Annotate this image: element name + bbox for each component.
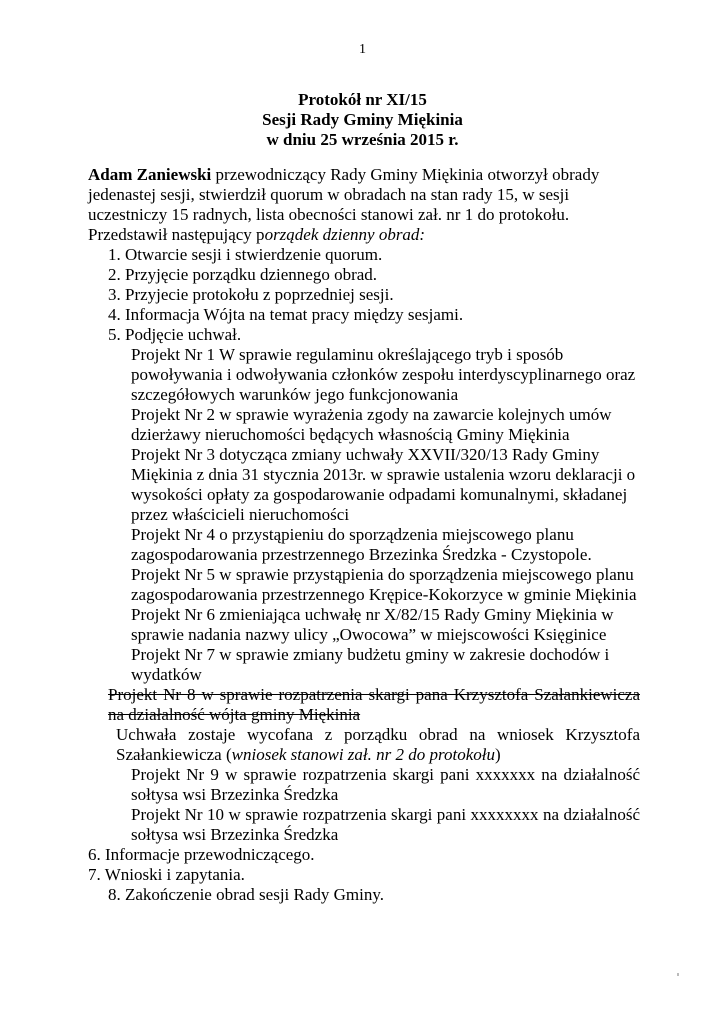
protocol-body [88,165,640,905]
project-line: Projekt Nr 4 o przystąpieniu do sporządzenia miejscowego planu [131,525,574,544]
project-line: Projekt Nr 2 w sprawie wyrażenia zgody na zawarcie kolejnych umów [131,405,612,424]
project-line: przez właścicieli nieruchomości [131,505,350,524]
project-line: Miękinia z dnia 31 stycznia 2013r. w sprawie ustalenia wzoru deklaracji o [131,465,636,484]
project-line: Projekt Nr 6 zmieniająca uchwałę nr X/82/15 Rady Gminy Miękinia w [131,605,614,624]
intro-line [88,225,640,245]
project-line: Projekt Nr 3 dotycząca zmiany uchwały XXVII/320/13 Rady Gminy [131,445,600,464]
project-line: wysokości opłaty za gospodarowanie odpadami komunalnymi, składanej [131,485,628,504]
session-title: Sesji Rady Gminy Miękinia [262,110,463,129]
intro-line [88,165,640,185]
withdrawal-note [88,745,640,765]
session-date: w dniu 25 września 2015 r. [266,130,459,149]
project-line: dzierżawy nieruchomości będących własnością Gminy Miękinia [131,425,570,444]
intro-line: jedenastej sesji, stwierdził quorum w obradach na stan rady 15, w sesji [88,185,570,204]
project-line: zagospodarowania przestrzennego Brzezinka Średzka - Czystopole. [131,545,592,564]
project-line: sołtysa wsi Brzezinka Średzka [131,825,339,844]
project-line: Projekt Nr 10 w sprawie rozpatrzenia skargi pani xxxxxxxx na działalność [131,805,640,824]
agenda-heading: orządek dzienny obrad: [264,225,426,244]
intro-text: Przedstawił następujący p [88,225,265,244]
agenda-item: 6. Informacje przewodniczącego. [88,845,315,864]
agenda-item: 7. Wnioski i zapytania. [88,865,245,884]
agenda-item: 1. Otwarcie sesji i stwierdzenie quorum. [108,245,383,264]
agenda-item: 2. Przyjęcie porządku dziennego obrad. [108,265,378,284]
agenda-item: 3. Przyjecie protokołu z poprzedniej sesji. [108,285,394,304]
chairman-name: Adam Zaniewski [88,165,212,184]
struck-project-line: Projekt Nr 8 w sprawie rozpatrzenia skargi pana Krzysztofa Szałankiewicza [108,685,640,704]
project-line: szczegółowych warunków jego funkcjonowania [131,385,459,404]
scan-mark [677,973,679,976]
project-line: Projekt Nr 9 w sprawie rozpatrzenia skargi pani xxxxxxx na działalność [131,765,640,784]
attachment-note: wniosek stanowi zał. nr 2 do protokołu [231,745,495,764]
page-number: 1 [359,42,366,57]
project-line: sołtysa wsi Brzezinka Średzka [131,785,339,804]
intro-line: uczestniczy 15 radnych, lista obecności stanowi zał. nr 1 do protokołu. [88,205,570,224]
project-line: sprawie nadania nazwy ulicy „Owocowa” w miejscowości Księginice [131,625,607,644]
project-line: wydatków [131,665,202,684]
project-line: Projekt Nr 1 W sprawie regulaminu określającego tryb i sposób [131,345,564,364]
project-line: Projekt Nr 7 w sprawie zmiany budżetu gminy w zakresie dochodów i [131,645,610,664]
agenda-item: 5. Podjęcie uchwał. [108,325,242,344]
project-line: powoływania i odwoływania członków zespołu interdyscyplinarnego oraz [131,365,636,384]
project-line: Projekt Nr 5 w sprawie przystąpienia do sporządzenia miejscowego planu [131,565,634,584]
agenda-item: 4. Informacja Wójta na temat pracy między sesjami. [108,305,464,324]
project-line: zagospodarowania przestrzennego Krępice-Kokorzyce w gminie Miękinia [131,585,637,604]
withdrawal-text: Szałankiewicza ( [116,745,232,764]
withdrawal-text: ) [495,745,501,764]
struck-project-line: na działalność wójta gminy Miękinia [108,705,361,724]
withdrawal-note: Uchwała zostaje wycofana z porządku obrad na wniosek Krzysztofa [116,725,640,744]
protocol-title: Protokół nr XI/15 [298,90,427,109]
intro-text: przewodniczący Rady Gminy Miękinia otworzył obrady [211,165,600,184]
agenda-item: 8. Zakończenie obrad sesji Rady Gminy. [108,885,385,904]
